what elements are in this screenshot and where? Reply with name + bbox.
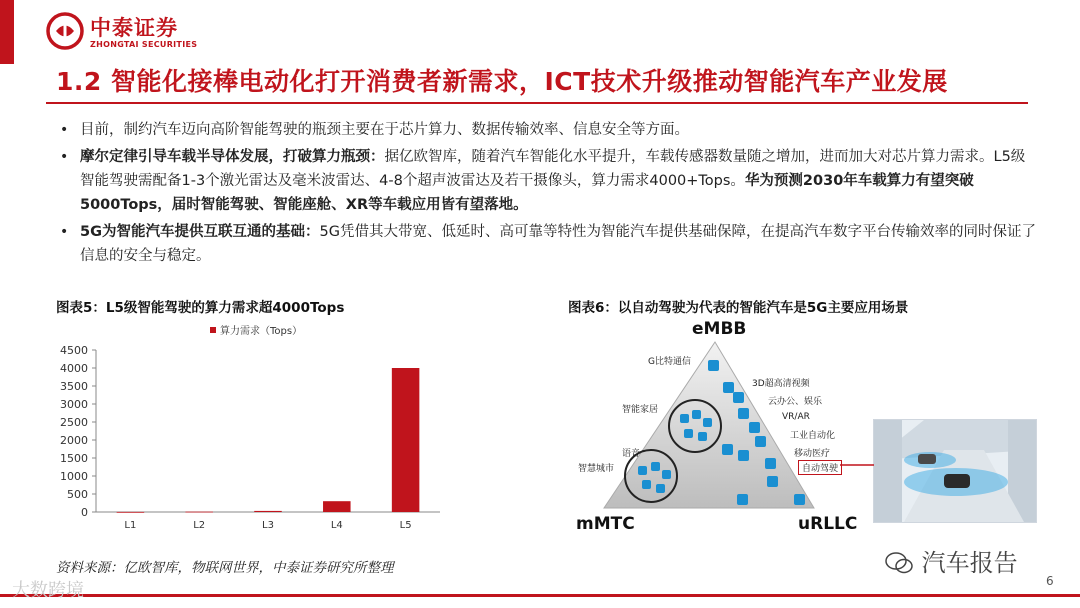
x-tick-label: L3 — [262, 520, 274, 531]
header-accent-stripe — [0, 0, 14, 64]
bullet-lead: 摩尔定律引导车载半导体发展，打破算力瓶颈： — [80, 149, 385, 165]
scenario-gbit-comm: G比特通信 — [648, 357, 691, 367]
bullet-dot: • — [60, 122, 69, 138]
5g-scenario-diagram — [572, 318, 892, 538]
corner-watermark: 大数跨境 — [12, 580, 84, 601]
bullet-item — [60, 220, 1036, 268]
x-tick-label: L1 — [124, 520, 137, 531]
page-number: 6 — [1046, 574, 1054, 588]
brand-name-en: ZHONGTAI SECURITIES — [90, 40, 198, 49]
y-tick-label: 2000 — [60, 434, 88, 447]
bullet-lead: 5G为智能汽车提供互联互通的基础： — [80, 224, 320, 240]
compute-demand-bar-chart — [48, 340, 448, 535]
source-note: 资料来源：亿欧智库，物联网世界，中泰证券研究所整理 — [56, 560, 394, 576]
y-tick-label: 4000 — [60, 362, 88, 375]
x-tick-label: L4 — [330, 520, 343, 531]
chart-legend — [210, 322, 302, 337]
watermark-text: 汽车报告 — [921, 549, 1018, 577]
bar-l3 — [254, 511, 282, 512]
y-tick-label: 1500 — [60, 452, 88, 465]
5g-triangle-graphic — [572, 318, 892, 538]
scenario-autonomous-driving: 自动驾驶 — [798, 460, 842, 475]
y-tick-label: 3000 — [60, 398, 88, 411]
scenario-vr-ar: VR/AR — [782, 412, 810, 422]
bullet-text: 目前，制约汽车迈向高阶智能驾驶的瓶颈主要在于芯片算力、数据传输效率、信息安全等方面。 — [80, 122, 689, 138]
scenario-smart-home: 智能家居 — [622, 405, 659, 415]
bar-l2 — [185, 512, 213, 513]
scenario-mobile-healthcare: 移动医疗 — [794, 449, 831, 459]
scenario-cloud-office: 云办公、娱乐 — [768, 397, 823, 407]
corner-label-embb: eMBB — [692, 319, 747, 339]
page-title: 1.2 智能化接棒电动化打开消费者新需求，ICT技术升级推动智能汽车产业发展 — [56, 67, 948, 96]
zhongtai-logo-icon — [46, 12, 84, 50]
autonomous-driving-photo — [873, 419, 1037, 523]
footer-divider — [0, 594, 1080, 597]
title-divider — [46, 102, 1028, 104]
bullet-text: 5G凭借其大带宽、低延时、高可靠等特性为智能汽车提供基础保障，在提高汽车数字平台传输效率的同时保证了信息的安全与稳定。 — [80, 224, 1036, 264]
brand-logo — [46, 10, 206, 54]
bullet-item — [60, 145, 1036, 217]
scenario-smart-city: 智慧城市 — [578, 464, 615, 474]
watermark — [884, 543, 1018, 578]
corner-label-urllc: uRLLC — [798, 514, 858, 534]
wechat-icon — [884, 551, 914, 575]
scenario-3d-uhd-video: 3D超高清视频 — [752, 379, 810, 389]
brand-name-cn: 中泰证券 — [90, 16, 178, 40]
scenario-industrial-automation: 工业自动化 — [790, 431, 836, 441]
x-tick-label: L5 — [399, 520, 412, 531]
y-tick-label: 500 — [67, 488, 88, 501]
y-tick-label: 3500 — [60, 380, 88, 393]
bullet-list — [60, 118, 1036, 271]
bullet-dot: • — [60, 224, 69, 240]
bullet-item — [60, 118, 1036, 142]
x-tick-label: L2 — [193, 520, 206, 531]
scenario-voice: 语音 — [622, 449, 641, 459]
y-tick-label: 4500 — [60, 344, 88, 357]
callout-arrow — [840, 460, 876, 470]
bar-l1 — [117, 512, 145, 513]
legend-swatch — [210, 327, 216, 333]
legend-label: 算力需求（Tops） — [220, 326, 303, 337]
bullet-dot: • — [60, 149, 69, 165]
corner-label-mmtc: mMTC — [576, 514, 635, 534]
bullet-text: 据亿欧智库，随着汽车智能化水平提升，车载传感器数量随之增加，进而加大对芯片算力需求。L5级智能驾驶需配备1-3个激光雷达及毫米波雷达、4-8个超声波雷达及若干摄像头，算力需求4000+Tops。 — [80, 149, 1026, 189]
y-tick-label: 2500 — [60, 416, 88, 429]
bar-l4 — [323, 501, 351, 512]
figure5-caption: 图表5：L5级智能驾驶的算力需求超4000Tops — [56, 300, 345, 316]
y-tick-label: 1000 — [60, 470, 88, 483]
y-tick-label: 0 — [81, 506, 88, 519]
bar-l5 — [392, 368, 420, 512]
figure6-caption: 图表6：以自动驾驶为代表的智能汽车是5G主要应用场景 — [568, 300, 909, 316]
bullet-emphasis: 华为预测2030年车载算力有望突破5000Tops，届时智能驾驶、智能座舱、XR等车载应用皆有望落地。 — [80, 173, 974, 213]
